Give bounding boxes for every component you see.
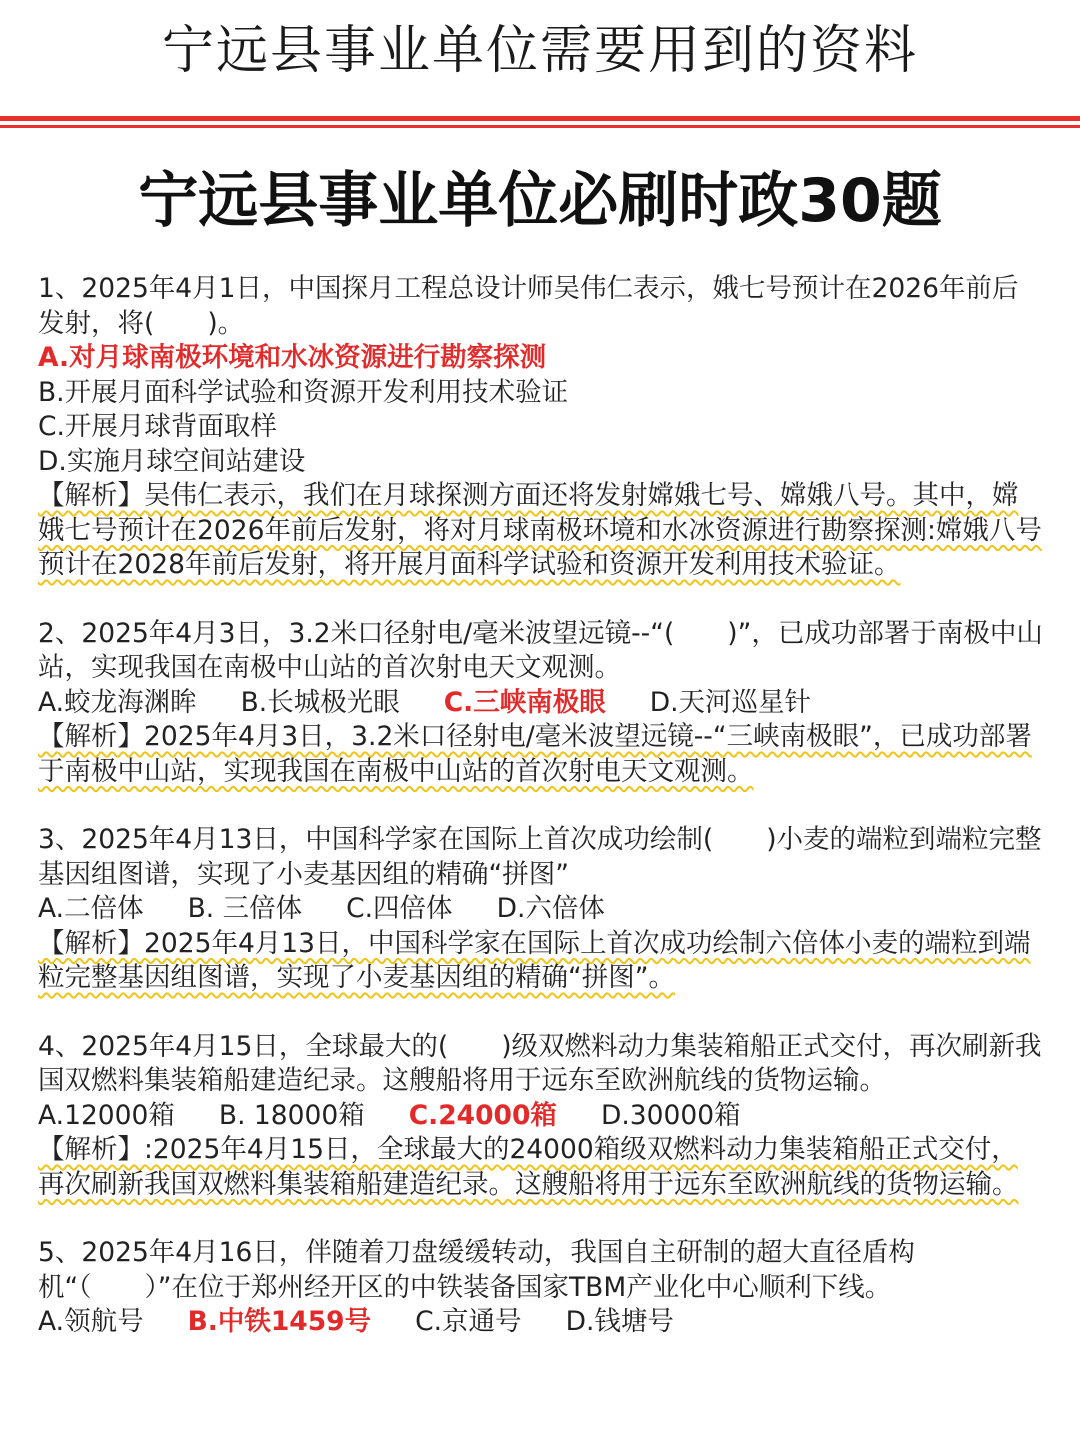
option-a-correct: A.对月球南极环境和水冰资源进行勘察探测 xyxy=(38,342,547,373)
option-a: A.二倍体 xyxy=(38,893,144,924)
option-b-correct: B.中铁1459号 xyxy=(187,1306,372,1337)
option-c: C.京通号 xyxy=(415,1306,522,1337)
options-row xyxy=(38,892,1044,927)
option-b: B. 三倍体 xyxy=(187,893,303,924)
option-b: B.长城极光眼 xyxy=(240,686,400,718)
explanation: 【解析】:2025年4月15日，全球最大的24000箱级双燃料动力集装箱船正式交付，再次刷新我国双燃料集装箱船建造纪录。这艘船将用于远东至欧洲航线的货物运输。 xyxy=(38,1134,1019,1200)
option-d: D.30000箱 xyxy=(600,1099,741,1131)
header-divider-thin xyxy=(0,125,1080,128)
explanation: 【解析】2025年4月13日，中国科学家在国际上首次成功绘制六倍体小麦的端粒到端粒完整基因组图谱，实现了小麦基因组的精确“拼图”。 xyxy=(38,927,1031,993)
explanation: 【解析】2025年4月3日，3.2米口径射电/毫米波望远镜--“三峡南极眼”，已成功部署于南极中山站，实现我国在南极中山站的首次射电天文观测。 xyxy=(38,721,1032,787)
header-divider-thick xyxy=(0,116,1080,121)
question-3 xyxy=(38,823,1044,996)
option-b: B.开展月面科学试验和资源开发利用技术验证 xyxy=(38,376,569,408)
question-list xyxy=(38,272,1044,1374)
question-stem: 5、2025年4月16日，伴随着刀盘缓缓转动，我国自主研制的超大直径盾构机“（ ）”在位于郑州经开区的中铁装备国家TBM产业化中心顺利下线。 xyxy=(38,1237,915,1303)
option-d: D.钱塘号 xyxy=(565,1306,674,1337)
option-a: A.领航号 xyxy=(38,1306,144,1337)
option-c-correct: C.24000箱 xyxy=(408,1099,557,1131)
option-d: D.天河巡星针 xyxy=(649,686,812,718)
options-row xyxy=(38,686,1044,721)
option-d: D.六倍体 xyxy=(496,893,605,924)
option-a: A.12000箱 xyxy=(38,1099,175,1131)
question-stem: 1、2025年4月1日，中国探月工程总设计师吴伟仁表示，娥七号预计在2026年前后发射，将( )。 xyxy=(38,273,1019,339)
header-title: 宁远县事业单位需要用到的资料 xyxy=(161,21,918,81)
option-b: B. 18000箱 xyxy=(218,1099,365,1131)
option-c: C.四倍体 xyxy=(346,893,453,924)
options-row xyxy=(38,1099,1044,1134)
question-stem: 2、2025年4月3日，3.2米口径射电/毫米波望远镜--“( )”，已成功部署于南极中山站，实现我国在南极中山站的首次射电天文观测。 xyxy=(38,617,1043,683)
question-4 xyxy=(38,1030,1044,1203)
option-c: C.开展月球背面取样 xyxy=(38,411,277,442)
explanation: 【解析】吴伟仁表示，我们在月球探测方面还将发射嫦娥七号、嫦娥八号。其中，嫦娥七号预计在2026年前后发射，将对月球南极环境和水冰资源进行勘察探测:嫦娥八号预计在2028年前后发射，将开展月面科学试验和资源开发利用技术验证。 xyxy=(38,480,1042,580)
options-row xyxy=(38,1305,1044,1340)
option-a: A.蛟龙海渊眸 xyxy=(38,686,197,718)
question-stem: 4、2025年4月15日，全球最大的( )级双燃料动力集装箱船正式交付，再次刷新我国双燃料集装箱船建造纪录。这艘船将用于远东至欧洲航线的货物运输。 xyxy=(38,1030,1042,1096)
option-d: D.实施月球空间站建设 xyxy=(38,445,306,477)
page-title: 宁远县事业单位必刷时政30题 xyxy=(138,166,942,236)
question-5 xyxy=(38,1236,1044,1340)
question-stem: 3、2025年4月13日，中国科学家在国际上首次成功绘制( )小麦的端粒到端粒完整基因组图谱，实现了小麦基因组的精确“拼图” xyxy=(38,824,1042,890)
question-2 xyxy=(38,617,1044,790)
question-1 xyxy=(38,272,1044,583)
option-c-correct: C.三峡南极眼 xyxy=(443,686,606,718)
